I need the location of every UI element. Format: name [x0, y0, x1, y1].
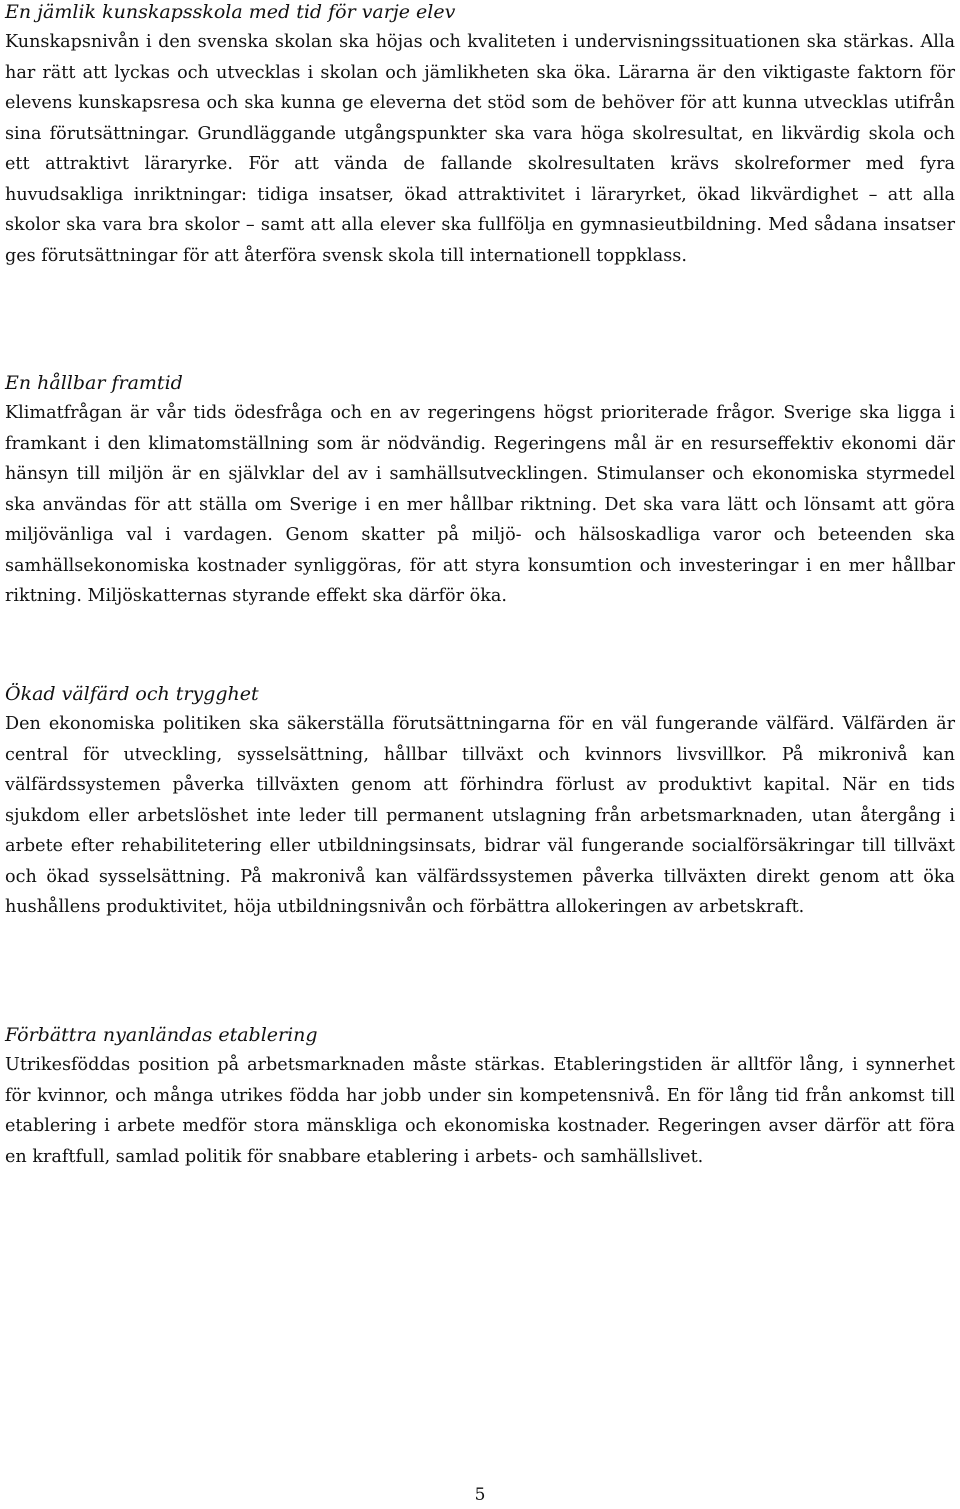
section-title: En hållbar framtid	[5, 372, 183, 394]
section-title: Ökad välfärd och trygghet	[5, 683, 259, 705]
page-number: 5	[474, 1485, 486, 1505]
section-equal-school	[5, 0, 955, 271]
section-body: Utrikesföddas position på arbetsmarknaden måste stärkas. Etableringstiden är alltför lång, i synnerhet för kvinnor, och många utrikes födda har jobb under sin kompetensnivå. En för lång tid från ankomst till etablering i arbete medför stora mänskliga och ekonomiska kostnader. Regeringen avser därför att föra en kraftfull, samlad politik för snabbare etablering i arbets- och samhällslivet.	[5, 1055, 955, 1167]
section-newcomers	[5, 1020, 955, 1172]
section-title: Förbättra nyanländas etablering	[5, 1024, 318, 1046]
section-title: En jämlik kunskapsskola med tid för varje elev	[5, 1, 456, 23]
section-body: Klimatfrågan är vår tids ödesfråga och en av regeringens högst prioriterade frågor. Sverige ska ligga i framkant i den klimatomställning som är nödvändig. Regeringens mål är en resurseffektiv ekonomi där hänsyn till miljön är en självklar del av i samhällsutvecklingen. Stimulanser och ekonomiska styrmedel ska användas för att ställa om Sverige i en mer hållbar riktning. Det ska vara lätt och lönsamt att göra miljövänliga val i vardagen. Genom skatter på miljö- och hälsoskadliga varor och beteenden ska samhällsekonomiska kostnader synliggöras, för att styra konsumtion och investeringar i en mer hållbar riktning. Miljöskatternas styrande effekt ska därför öka.	[5, 403, 955, 606]
section-body: Den ekonomiska politiken ska säkerställa förutsättningarna för en väl fungerande välfärd. Välfärden är central för utveckling, sysselsättning, hållbar tillväxt och kvinnors livsvillkor. På mikronivå kan välfärdssystemen påverka tillväxten genom att förhindra förlust av produktivt kapital. När en tids sjukdom eller arbetslöshet inte leder till permanent utslagning från arbetsmarknaden, utan återgång i arbete efter rehabilitetering eller utbildningsinsats, bidrar väl fungerande socialförsäkringar till tillväxt och ökad sysselsättning. På makronivå kan välfärdssystemen påverka tillväxten direkt genom att öka hushållens produktivitet, höja utbildningsnivån och förbättra allokeringen av arbetskraft.	[5, 714, 955, 917]
section-sustainable-future	[5, 368, 955, 612]
section-welfare	[5, 679, 955, 923]
section-body: Kunskapsnivån i den svenska skolan ska höjas och kvaliteten i undervisningssituationen ska stärkas. Alla har rätt att lyckas och utvecklas i skolan och jämlikheten ska öka. Lärarna är den viktigaste faktorn för elevens kunskapsresa och ska kunna ge eleverna det stöd som de behöver för att kunna utvecklas utifrån sina förutsättningar. Grundläggande utgångspunkter ska vara höga skolresultat, en likvärdig skola och ett attraktivt läraryrke. För att vända de fallande skolresultaten krävs skolreformer med fyra huvudsakliga inriktningar: tidiga insatser, ökad attraktivitet i läraryrket, ökad likvärdighet – att alla skolor ska vara bra skolor – samt att alla elever ska fullfölja en gymnasieutbildning. Med sådana insatser ges förutsättningar för att återföra svensk skola till internationell toppklass.	[5, 32, 955, 266]
